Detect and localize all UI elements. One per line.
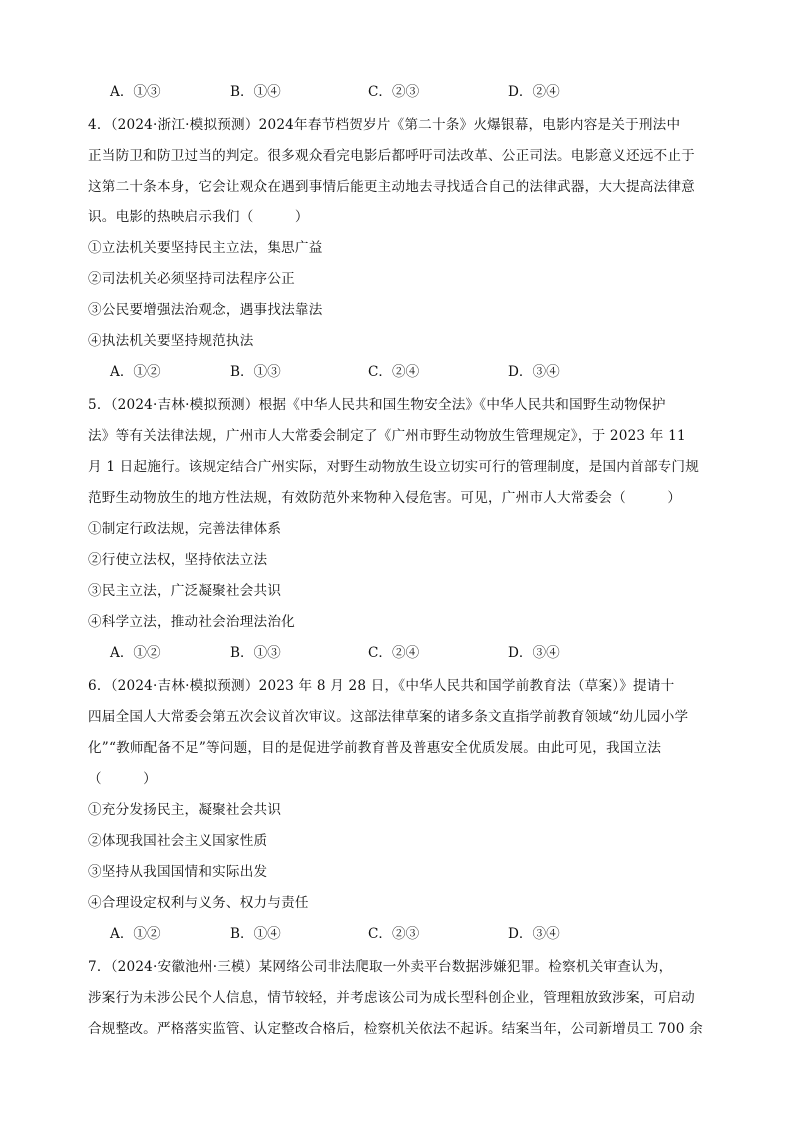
- option-c: C．②③: [368, 926, 420, 942]
- option-d: D．③④: [508, 645, 560, 661]
- options-row-q5: [110, 644, 670, 662]
- option-c: C．②④: [368, 645, 420, 661]
- question-4-stem: 4．（2024·浙江·模拟预测）2024年春节档贺岁片《第二十条》火爆银幕，电影内容是关于刑法中: [88, 117, 681, 133]
- question-5-item: ②行使立法权，坚持依法立法: [88, 552, 268, 568]
- question-4-item: ④执法机关要坚持规范执法: [88, 333, 254, 349]
- question-5-stem: 月 1 日起施行。该规定结合广州实际，对野生动物放生设立切实可行的管理制度，是国内首部专门规: [88, 459, 700, 475]
- option-d: D．③④: [508, 364, 560, 380]
- question-6-item: ④合理设定权利与义务、权力与责任: [88, 895, 309, 911]
- question-4-item: ①立法机关要坚持民主立法，集思广益: [88, 240, 323, 256]
- question-6-stem: 化”“教师配备不足”等问题，目的是促进学前教育普及普惠安全优质发展。由此可见，我国立法: [88, 740, 662, 756]
- option-b: B．①④: [230, 926, 281, 942]
- question-5-stem: 5．（2024·吉林·模拟预测）根据《中华人民共和国生物安全法》《中华人民共和国野生动物保护: [88, 397, 666, 413]
- option-a: A．①③: [110, 84, 161, 100]
- question-7-stem: 合规整改。严格落实监管、认定整改合格后，检察机关依法不起诉。结案当年，公司新增员工 700 余: [88, 1021, 703, 1037]
- option-d: D．②④: [508, 84, 560, 100]
- options-row-q4: [110, 363, 670, 381]
- question-6-stem: 6．（2024·吉林·模拟预测）2023 年 8 月 28 日，《中华人民共和国学前教育法（草案）》提请十: [88, 678, 675, 694]
- option-a: A．①②: [110, 645, 161, 661]
- question-4-stem: 正当防卫和防卫过当的判定。很多观众看完电影后都呼吁司法改革、公正司法。电影意义还远不止于: [88, 148, 695, 164]
- option-b: B．①③: [230, 645, 281, 661]
- option-d: D．③④: [508, 926, 560, 942]
- question-6-stem: 四届全国人大常委会第五次会议首次审议。这部法律草案的诸多条文直指学前教育领域“幼儿园小学: [88, 709, 689, 725]
- option-c: C．②④: [368, 364, 420, 380]
- question-7-stem: 7．（2024·安徽池州·三模）某网络公司非法爬取一外卖平台数据涉嫌犯罪。检察机关审查认为，: [88, 959, 673, 975]
- question-7-stem: 涉案行为未涉公民个人信息，情节较轻，并考虑该公司为成长型科创企业，管理粗放致涉案，可启动: [88, 990, 695, 1006]
- option-a: A．①②: [110, 926, 161, 942]
- question-5-stem: 法》等有关法律法规，广州市人大常委会制定了《广州市野生动物放生管理规定》，于 2023 年 11: [88, 428, 686, 444]
- question-6-item: ③坚持从我国国情和实际出发: [88, 864, 268, 880]
- question-4-item: ②司法机关必须坚持司法程序公正: [88, 271, 295, 287]
- question-4-stem: 这第二十条本身，它会让观众在遇到事情后能更主动地去寻找适合自己的法律武器，大大提高法律意: [88, 179, 695, 195]
- option-b: B．①④: [230, 84, 281, 100]
- option-a: A．①②: [110, 364, 161, 380]
- question-6-item: ①充分发扬民主，凝聚社会共识: [88, 802, 282, 818]
- question-5-item: ③民主立法，广泛凝聚社会共识: [88, 583, 282, 599]
- option-b: B．①③: [230, 364, 281, 380]
- question-4-stem: 识。电影的热映启示我们（ ）: [88, 209, 309, 225]
- question-6-stem: （ ）: [88, 771, 157, 787]
- question-6-item: ②体现我国社会主义国家性质: [88, 833, 268, 849]
- question-4-item: ③公民要增强法治观念，遇事找法靠法: [88, 302, 323, 318]
- question-5-item: ①制定行政法规，完善法律体系: [88, 521, 282, 537]
- option-c: C．②③: [368, 84, 420, 100]
- options-row-q3: [110, 83, 670, 101]
- question-5-item: ④科学立法，推动社会治理法治化: [88, 614, 295, 630]
- options-row-q6: [110, 925, 670, 943]
- question-5-stem: 范野生动物放生的地方性法规，有效防范外来物种入侵危害。可见，广州市人大常委会（ ）: [88, 490, 682, 506]
